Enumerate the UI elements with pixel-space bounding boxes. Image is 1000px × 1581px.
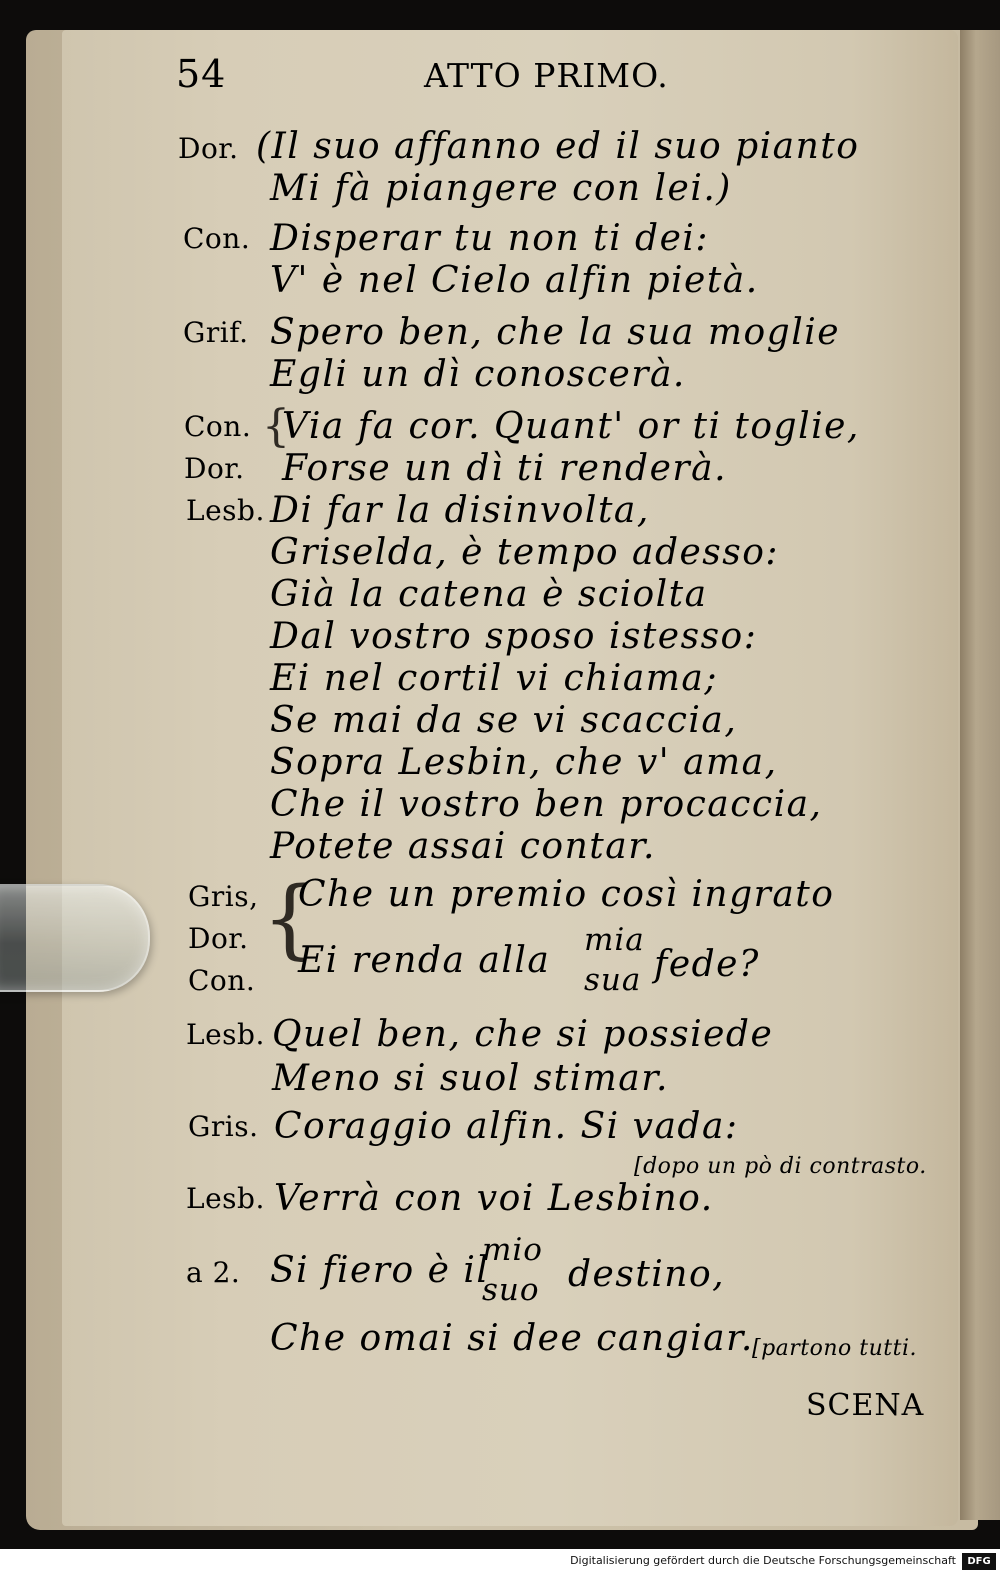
verse-line: Coraggio alfin. Si vada:	[274, 1106, 739, 1147]
verse-line: Che un premio così ingrato	[298, 874, 835, 915]
verse-line: Meno si suol stimar.	[272, 1058, 669, 1099]
page-number: 54	[176, 52, 227, 96]
verse-line: Potete assai contar.	[270, 826, 656, 867]
brace-left: {	[262, 401, 290, 452]
brace-left: {	[262, 869, 317, 969]
glass-page-clip	[0, 884, 150, 992]
verse-line: Verrà con voi Lesbino.	[274, 1178, 714, 1219]
verse-line: Se mai da se vi scaccia,	[270, 700, 738, 741]
verse-line: destino,	[568, 1254, 726, 1295]
speaker-label: Con.	[183, 222, 251, 255]
verse-line: Già la catena è sciolta	[270, 574, 708, 615]
speaker-label: Dor.	[178, 132, 239, 165]
verse-line: Forse un dì ti renderà.	[282, 448, 728, 489]
running-title: ATTO PRIMO.	[424, 56, 669, 95]
stage-direction: [dopo un pò di contrasto.	[634, 1154, 927, 1179]
verse-line: Mi fà piangere con lei.)	[270, 168, 732, 209]
speaker-label: Lesb.	[186, 1018, 265, 1051]
stage-direction: [partono tutti.	[752, 1336, 918, 1361]
speaker-label: a 2.	[186, 1256, 241, 1289]
verse-line: Si fiero è il	[270, 1250, 490, 1291]
next-page-edge	[960, 30, 1000, 1520]
speaker-label: Gris,	[188, 880, 259, 913]
speaker-label: Lesb.	[186, 1182, 265, 1215]
speaker-label: Gris.	[188, 1110, 259, 1143]
speaker-label: Grif.	[183, 316, 249, 349]
variant-bottom: sua	[584, 962, 642, 998]
speaker-label: Dor.	[184, 452, 245, 485]
verse-line: Dal vostro sposo istesso:	[270, 616, 758, 657]
variant-top: mio	[482, 1232, 543, 1268]
verse-line: Disperar tu non ti dei:	[270, 218, 710, 259]
speaker-label: Dor.	[188, 922, 249, 955]
verse-line: (Il suo affanno ed il suo pianto	[256, 126, 860, 167]
verse-line: Che il vostro ben procaccia,	[270, 784, 823, 825]
verse-line: Quel ben, che si possiede	[272, 1014, 774, 1055]
funding-note: Digitalisierung gefördert durch die Deutsche Forschungsgemeinschaft	[570, 1554, 956, 1567]
verse-line: V' è nel Cielo alfin pietà.	[270, 260, 759, 301]
verse-line: Ei renda alla	[298, 940, 551, 981]
verse-line: Di far la disinvolta,	[270, 490, 650, 531]
verse-line: fede?	[654, 944, 760, 985]
verse-line: Sopra Lesbin, che v' ama,	[270, 742, 778, 783]
speaker-label: Lesb.	[186, 494, 265, 527]
verse-line: Che omai si dee cangiar.	[270, 1318, 754, 1359]
catchword: SCENA	[806, 1388, 925, 1423]
verse-line: Via fa cor. Quant' or ti toglie,	[282, 406, 860, 447]
verse-line: Ei nel cortil vi chiama;	[270, 658, 719, 699]
variant-bottom: suo	[482, 1272, 540, 1308]
verse-line: Egli un dì conoscerà.	[270, 354, 686, 395]
verse-line: Spero ben, che la sua moglie	[270, 312, 841, 353]
speaker-label: Con.	[184, 410, 252, 443]
verse-line: Griselda, è tempo adesso:	[270, 532, 780, 573]
dfg-logo: DFG	[962, 1553, 996, 1570]
speaker-label: Con.	[188, 964, 256, 997]
variant-top: mia	[584, 922, 645, 958]
